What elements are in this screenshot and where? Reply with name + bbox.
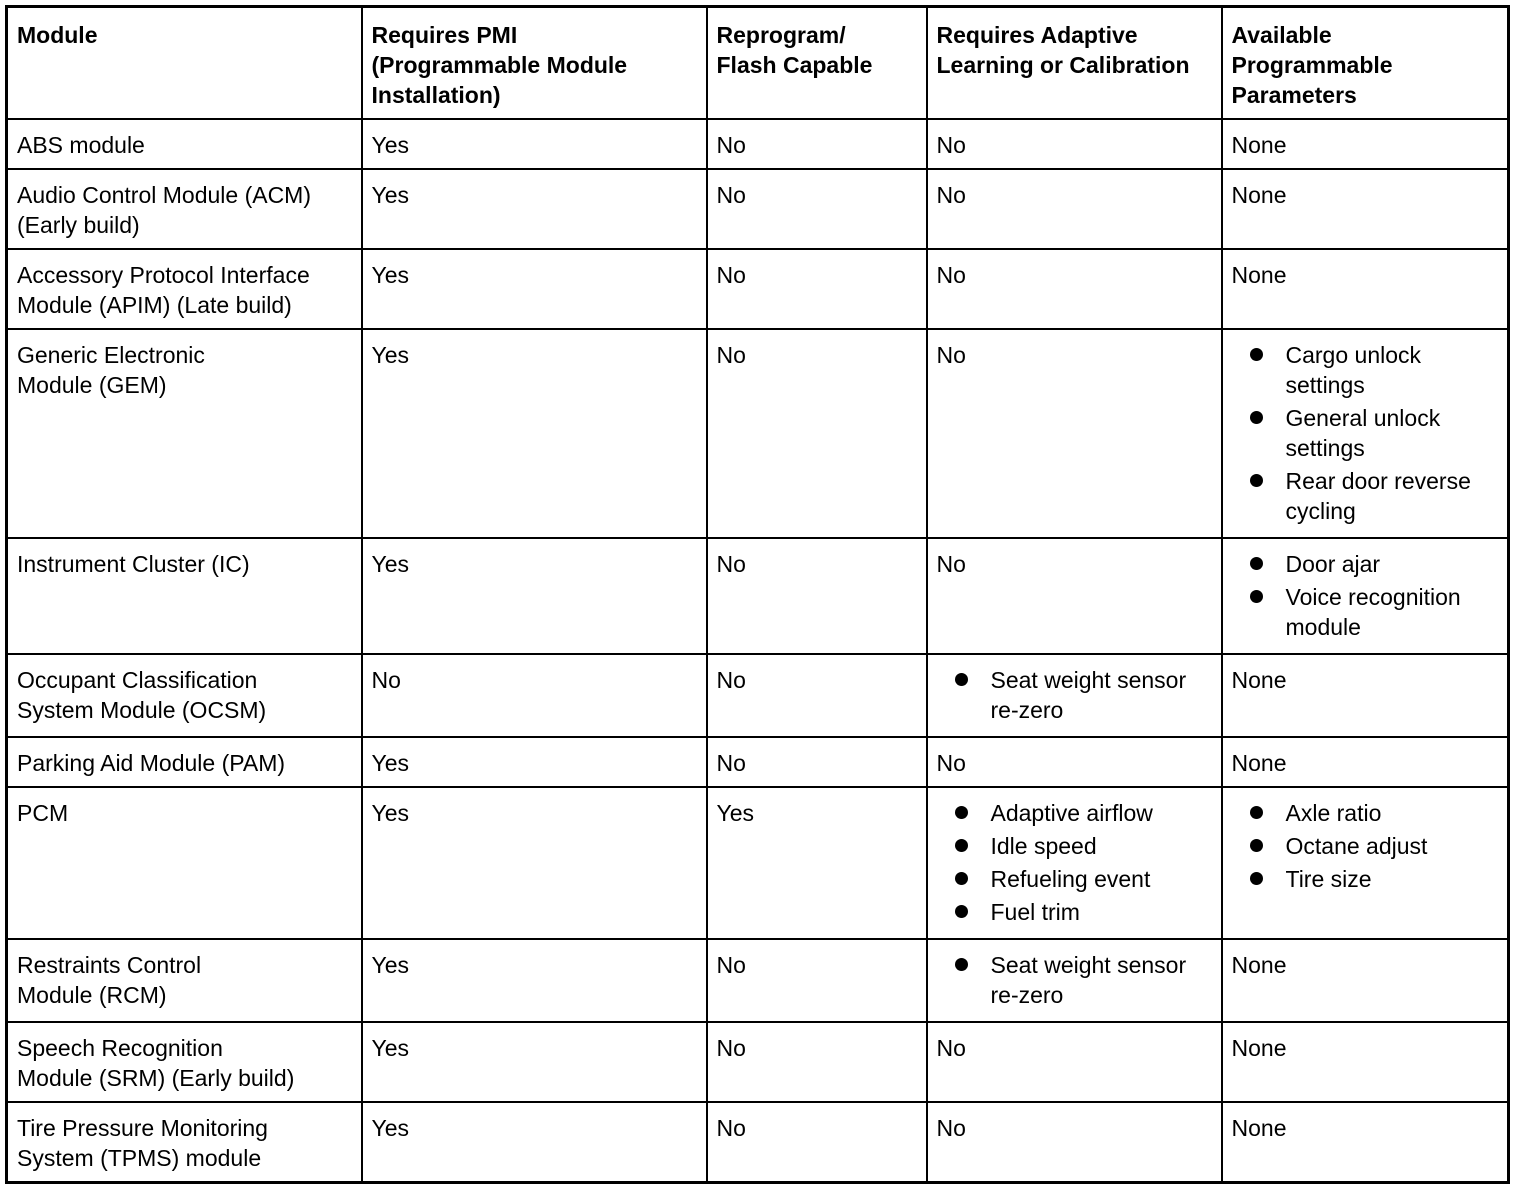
flash-capable-cell: No [707,654,927,737]
module-cell: PCM [7,787,362,939]
adaptive-learning-cell: No [927,538,1222,654]
module-cell: Instrument Cluster (IC) [7,538,362,654]
programmable-parameters-cell: None [1222,1022,1509,1102]
header-requires-pmi: Requires PMI (Programmable Module Installation) [362,7,707,120]
module-cell: Occupant Classification System Module (OCSM) [7,654,362,737]
table-row [7,654,1509,737]
bullet-dot-icon [1250,474,1263,487]
requires-pmi-cell: Yes [362,119,707,169]
table-row [7,329,1509,538]
bullet-dot-icon [955,806,968,819]
requires-pmi-cell: Yes [362,787,707,939]
bullet-list [937,798,1213,927]
flash-capable-cell: No [707,1102,927,1183]
bullet-item [1250,549,1500,579]
bullet-text: Seat weight sensor re-zero [990,667,1187,723]
module-cell: Tire Pressure Monitoring System (TPMS) module [7,1102,362,1183]
bullet-list [937,950,1213,1010]
table-row [7,119,1509,169]
flash-capable-cell: No [707,737,927,787]
bullet-item [955,798,1213,828]
adaptive-learning-cell: No [927,249,1222,329]
programmable-parameters-cell: None [1222,939,1509,1022]
bullet-item [1250,798,1500,828]
programmable-parameters-cell: None [1222,119,1509,169]
programmable-parameters-cell [1222,787,1509,939]
bullet-text: Tire size [1285,866,1372,892]
programmable-parameters-cell: None [1222,169,1509,249]
requires-pmi-cell: Yes [362,169,707,249]
bullet-text: Axle ratio [1285,800,1382,826]
bullet-dot-icon [955,872,968,885]
bullet-text: Cargo unlock settings [1285,342,1422,398]
bullet-item [1250,466,1500,526]
programmable-parameters-cell: None [1222,737,1509,787]
flash-capable-cell: Yes [707,787,927,939]
bullet-text: General unlock settings [1285,405,1441,461]
bullet-dot-icon [1250,872,1263,885]
requires-pmi-cell: No [362,654,707,737]
adaptive-learning-cell: No [927,1102,1222,1183]
adaptive-learning-cell [927,939,1222,1022]
bullet-text: Idle speed [990,833,1097,859]
bullet-list [1232,798,1500,894]
bullet-text: Door ajar [1285,551,1381,577]
header-module: Module [7,7,362,120]
bullet-dot-icon [1250,590,1263,603]
programmable-parameters-cell: None [1222,249,1509,329]
flash-capable-cell: No [707,119,927,169]
bullet-item [1250,831,1500,861]
bullet-dot-icon [955,839,968,852]
adaptive-learning-cell: No [927,119,1222,169]
bullet-item [955,950,1213,1010]
adaptive-learning-cell: No [927,329,1222,538]
requires-pmi-cell: Yes [362,939,707,1022]
bullet-dot-icon [1250,839,1263,852]
bullet-item [1250,340,1500,400]
flash-capable-cell: No [707,939,927,1022]
bullet-dot-icon [1250,411,1263,424]
flash-capable-cell: No [707,249,927,329]
bullet-text: Voice recognition module [1285,584,1461,640]
table-row [7,249,1509,329]
table-row [7,787,1509,939]
table-body [7,119,1509,1183]
bullet-list [937,665,1213,725]
module-cell: Restraints Control Module (RCM) [7,939,362,1022]
bullet-text: Seat weight sensor re-zero [990,952,1187,1008]
programmable-parameters-cell: None [1222,1102,1509,1183]
header-reprogram-flash: Reprogram/ Flash Capable [707,7,927,120]
table-row [7,1022,1509,1102]
bullet-text: Rear door reverse cycling [1285,468,1471,524]
module-cell: ABS module [7,119,362,169]
bullet-item [1250,864,1500,894]
module-cell: Accessory Protocol Interface Module (APIM) (Late build) [7,249,362,329]
bullet-item [955,665,1213,725]
bullet-text: Refueling event [990,866,1151,892]
bullet-item [955,897,1213,927]
programmable-parameters-cell [1222,538,1509,654]
adaptive-learning-cell: No [927,737,1222,787]
requires-pmi-cell: Yes [362,737,707,787]
adaptive-learning-cell [927,787,1222,939]
bullet-dot-icon [955,905,968,918]
bullet-item [955,864,1213,894]
adaptive-learning-cell: No [927,169,1222,249]
module-cell: Speech Recognition Module (SRM) (Early build) [7,1022,362,1102]
bullet-item [1250,582,1500,642]
table-row [7,737,1509,787]
adaptive-learning-cell: No [927,1022,1222,1102]
flash-capable-cell: No [707,329,927,538]
requires-pmi-cell: Yes [362,1022,707,1102]
bullet-dot-icon [1250,348,1263,361]
programmable-parameters-cell: None [1222,654,1509,737]
requires-pmi-cell: Yes [362,329,707,538]
module-cell: Parking Aid Module (PAM) [7,737,362,787]
requires-pmi-cell: Yes [362,1102,707,1183]
bullet-dot-icon [1250,806,1263,819]
flash-capable-cell: No [707,169,927,249]
bullet-text: Adaptive airflow [990,800,1153,826]
flash-capable-cell: No [707,538,927,654]
bullet-list [1232,340,1500,526]
bullet-item [955,831,1213,861]
module-cell: Generic Electronic Module (GEM) [7,329,362,538]
bullet-dot-icon [955,958,968,971]
header-adaptive-learning: Requires Adaptive Learning or Calibration [927,7,1222,120]
requires-pmi-cell: Yes [362,249,707,329]
table-row [7,169,1509,249]
table-row [7,939,1509,1022]
bullet-text: Octane adjust [1285,833,1428,859]
bullet-text: Fuel trim [990,899,1080,925]
bullet-dot-icon [955,673,968,686]
header-row [7,7,1509,120]
header-programmable-parameters: Available Programmable Parameters [1222,7,1509,120]
table-row [7,1102,1509,1183]
programmable-parameters-cell [1222,329,1509,538]
bullet-dot-icon [1250,557,1263,570]
adaptive-learning-cell [927,654,1222,737]
requires-pmi-cell: Yes [362,538,707,654]
table-row [7,538,1509,654]
bullet-item [1250,403,1500,463]
module-cell: Audio Control Module (ACM) (Early build) [7,169,362,249]
flash-capable-cell: No [707,1022,927,1102]
module-programming-table [5,5,1510,1184]
bullet-list [1232,549,1500,642]
